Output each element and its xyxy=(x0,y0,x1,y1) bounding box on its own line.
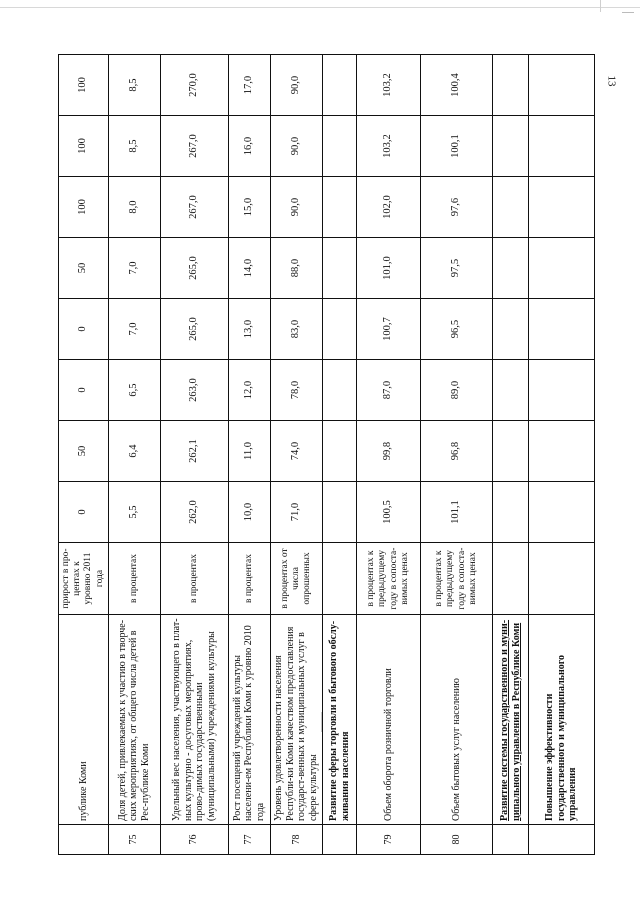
unit-cell xyxy=(529,543,595,615)
value-cell: 74,0 xyxy=(270,421,322,482)
table-row xyxy=(108,55,160,855)
section-row xyxy=(493,55,529,855)
value-cell xyxy=(529,482,595,543)
value-cell: 88,0 xyxy=(270,238,322,299)
row-number: 78 xyxy=(270,825,322,855)
unit-cell: в процентах к предыдущему году в сопоста-вимых ценах xyxy=(421,543,493,615)
value-cell xyxy=(529,55,595,116)
value-cell: 8,5 xyxy=(108,55,160,116)
page-number-text: 13 xyxy=(605,75,617,87)
value-cell: 101,1 xyxy=(421,482,493,543)
row-number xyxy=(323,825,357,855)
value-cell xyxy=(493,482,529,543)
value-cell: 96,8 xyxy=(421,421,493,482)
indicator-name: Объем бытовых услуг населению xyxy=(421,615,493,825)
row-number: 75 xyxy=(108,825,160,855)
value-cell xyxy=(493,55,529,116)
value-cell xyxy=(529,238,595,299)
value-cell: 267,0 xyxy=(160,116,228,177)
value-cell: 90,0 xyxy=(270,177,322,238)
value-cell: 267,0 xyxy=(160,177,228,238)
indicator-name: публике Коми xyxy=(59,615,109,825)
value-cell xyxy=(529,177,595,238)
table-row xyxy=(160,55,228,855)
value-cell: 11,0 xyxy=(228,421,270,482)
value-cell: 270,0 xyxy=(160,55,228,116)
value-cell: 100 xyxy=(59,55,109,116)
row-number: 77 xyxy=(228,825,270,855)
value-cell xyxy=(493,177,529,238)
value-cell: 78,0 xyxy=(270,360,322,421)
value-cell: 101,0 xyxy=(357,238,421,299)
value-cell xyxy=(323,116,357,177)
section-row xyxy=(529,55,595,855)
unit-cell: прирост в про-центах к уровню 2011 года xyxy=(59,543,109,615)
value-cell: 14,0 xyxy=(228,238,270,299)
section-heading: Развитие сферы торговли и бытового обслу-живания населения xyxy=(323,615,357,825)
value-cell: 100,4 xyxy=(421,55,493,116)
value-cell: 6,4 xyxy=(108,421,160,482)
value-cell xyxy=(529,421,595,482)
table-row xyxy=(59,55,109,855)
value-cell xyxy=(323,177,357,238)
value-cell: 100,7 xyxy=(357,299,421,360)
section-heading: Повышение эффективности государственного и муниципального управления xyxy=(529,615,595,825)
value-cell: 0 xyxy=(59,360,109,421)
value-cell xyxy=(323,55,357,116)
value-cell: 17,0 xyxy=(228,55,270,116)
value-cell: 71,0 xyxy=(270,482,322,543)
unit-cell xyxy=(323,543,357,615)
unit-cell xyxy=(493,543,529,615)
table-row xyxy=(270,55,322,855)
value-cell: 7,0 xyxy=(108,238,160,299)
value-cell: 7,0 xyxy=(108,299,160,360)
value-cell: 10,0 xyxy=(228,482,270,543)
value-cell xyxy=(493,116,529,177)
unit-cell: в процентах xyxy=(108,543,160,615)
value-cell: 83,0 xyxy=(270,299,322,360)
section-row xyxy=(323,55,357,855)
unit-cell: в процентах от числа опрошенных xyxy=(270,543,322,615)
value-cell: 90,0 xyxy=(270,116,322,177)
value-cell xyxy=(323,238,357,299)
value-cell: 263,0 xyxy=(160,360,228,421)
value-cell: 89,0 xyxy=(421,360,493,421)
unit-cell: в процентах к предыдущему году в сопоста-вимых ценах xyxy=(357,543,421,615)
value-cell: 97,5 xyxy=(421,238,493,299)
value-cell: 8,0 xyxy=(108,177,160,238)
table-row xyxy=(357,55,421,855)
value-cell: 100,1 xyxy=(421,116,493,177)
value-cell: 50 xyxy=(59,238,109,299)
value-cell: 6,5 xyxy=(108,360,160,421)
scan-edge-mark xyxy=(600,0,601,12)
value-cell xyxy=(493,299,529,360)
indicator-name: Рост посещений учреждений культуры населени-ем Республики Коми к уровню 2010 года xyxy=(228,615,270,825)
value-cell: 262,0 xyxy=(160,482,228,543)
section-heading: Развитие системы государственного и муни-ципального управления в Республике Коми xyxy=(493,615,529,825)
value-cell: 99,8 xyxy=(357,421,421,482)
value-cell: 102,0 xyxy=(357,177,421,238)
scan-margin-tick xyxy=(622,12,634,13)
value-cell: 5,5 xyxy=(108,482,160,543)
row-number: 80 xyxy=(421,825,493,855)
indicator-name: Удельный вес населения, участвующего в плат-ных культурно - досуговых мероприятиях, прово-димых государственными (муниципальными) учреждениями культуры xyxy=(160,615,228,825)
row-number: 79 xyxy=(357,825,421,855)
indicator-name: Уровень удовлетворенности населения Республи-ки Коми качеством предоставления государст-венных и муниципальных услуг в сфере культуры xyxy=(270,615,322,825)
value-cell: 0 xyxy=(59,482,109,543)
value-cell xyxy=(323,421,357,482)
unit-cell: в процентах xyxy=(160,543,228,615)
value-cell: 12,0 xyxy=(228,360,270,421)
indicator-name: Объем оборота розничной торговли xyxy=(357,615,421,825)
row-number xyxy=(59,825,109,855)
value-cell: 90,0 xyxy=(270,55,322,116)
value-cell: 96,5 xyxy=(421,299,493,360)
value-cell xyxy=(323,482,357,543)
value-cell xyxy=(529,360,595,421)
value-cell xyxy=(323,299,357,360)
row-number: 76 xyxy=(160,825,228,855)
value-cell: 100 xyxy=(59,116,109,177)
value-cell: 100,5 xyxy=(357,482,421,543)
value-cell: 103,2 xyxy=(357,116,421,177)
value-cell: 103,2 xyxy=(357,55,421,116)
value-cell xyxy=(529,116,595,177)
scan-edge-line xyxy=(0,7,640,8)
indicator-name: Доля детей, привлекаемых к участию в творче-ских мероприятиях, от общего числа детей в Рес-публике Коми xyxy=(108,615,160,825)
value-cell xyxy=(529,299,595,360)
value-cell xyxy=(323,360,357,421)
value-cell: 16,0 xyxy=(228,116,270,177)
value-cell xyxy=(493,360,529,421)
page-number xyxy=(600,74,622,88)
value-cell: 265,0 xyxy=(160,238,228,299)
value-cell: 262,1 xyxy=(160,421,228,482)
rotated-page xyxy=(58,55,578,855)
value-cell: 50 xyxy=(59,421,109,482)
value-cell xyxy=(493,421,529,482)
value-cell: 15,0 xyxy=(228,177,270,238)
row-number xyxy=(529,825,595,855)
table-row xyxy=(421,55,493,855)
value-cell: 13,0 xyxy=(228,299,270,360)
value-cell: 97,6 xyxy=(421,177,493,238)
value-cell: 8,5 xyxy=(108,116,160,177)
value-cell: 0 xyxy=(59,299,109,360)
indicators-table xyxy=(58,54,595,855)
value-cell xyxy=(493,238,529,299)
value-cell: 87,0 xyxy=(357,360,421,421)
unit-cell: в процентах xyxy=(228,543,270,615)
table-row xyxy=(228,55,270,855)
value-cell: 265,0 xyxy=(160,299,228,360)
row-number xyxy=(493,825,529,855)
value-cell: 100 xyxy=(59,177,109,238)
